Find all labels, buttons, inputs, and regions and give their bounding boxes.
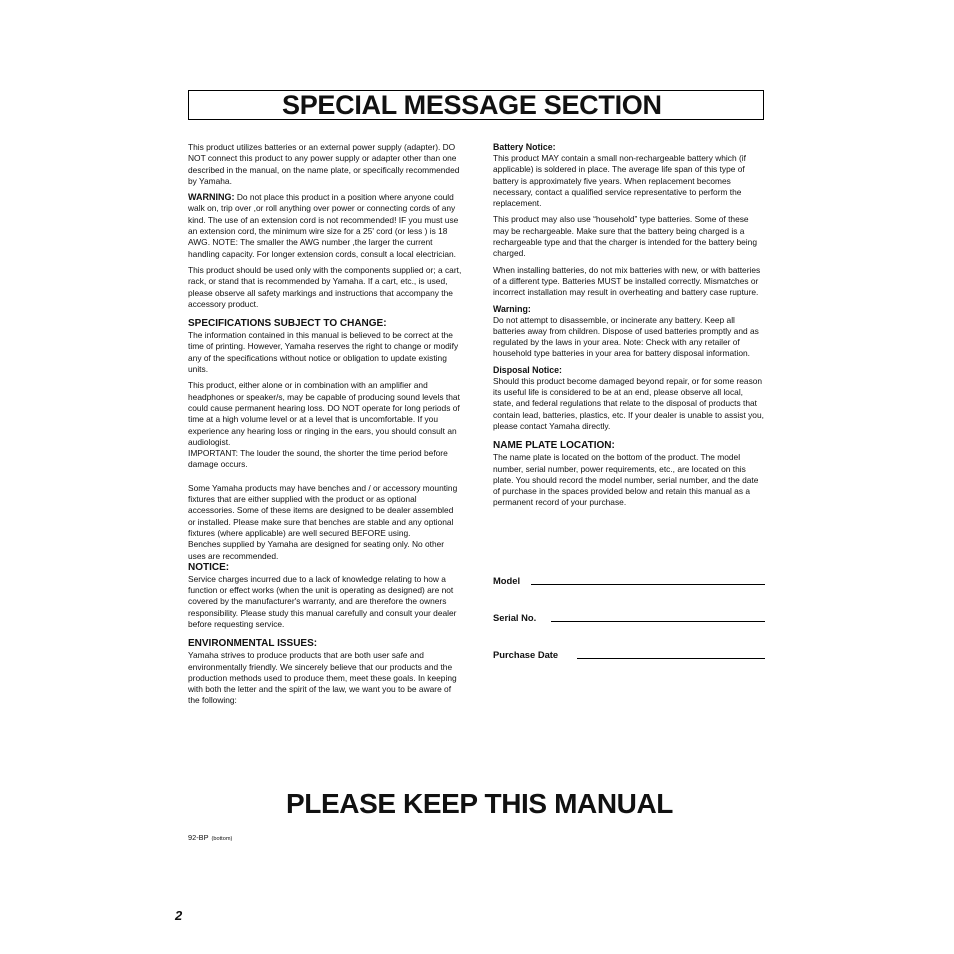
notice-heading: NOTICE: xyxy=(188,561,230,573)
specs-paragraph-3: IMPORTANT: The louder the sound, the shorter the time period before damage occurs. xyxy=(188,448,448,470)
specs-paragraph-1: The information contained in this manual is believed to be correct at the time of printing. However, Yamaha reserves the right to change or modify any of the specifications without notice or obligation to update existing units. xyxy=(188,330,459,375)
purchase-date-field[interactable] xyxy=(493,647,765,661)
page-number: 2 xyxy=(175,908,183,923)
serial-line[interactable] xyxy=(551,621,765,622)
benches-paragraph-1: Some Yamaha products may have benches and / or accessory mounting fixtures that are either supplied with the product or as optional accessories. Some of these items are designed to be dealer assembled or installed. Please make sure that benches are stable and any optional fixtures (where applicable) are well secured BEFORE using. xyxy=(188,482,458,538)
specs-paragraph-2: This product, either alone or in combination with an amplifier and headphones or speaker/s, may be capable of producing sound levels that could cause permanent hearing loss. DO NOT operate for long periods of time at a high volume level or at a level that is uncomfortable. If you experience any hearing loss or ringing in the ears, you should consult an audiologist. xyxy=(188,380,460,447)
battery-warning-paragraph: Do not attempt to disassemble, or incinerate any battery. Keep all batteries away from children. Dispose of used batteries promptly and as regulated by the laws in your area. Note: Check with any retailer of household type batteries in your area for battery disposal information. xyxy=(493,314,759,359)
left-column xyxy=(188,142,463,712)
code-note: (bottom) xyxy=(211,836,233,842)
spacer xyxy=(188,476,463,483)
serial-label: Serial No. xyxy=(493,612,537,623)
title-box xyxy=(188,90,764,120)
battery-paragraph-3: When installing batteries, do not mix batteries with new, or with batteries of a different type. Batteries MUST be installed correctly. Mismatches or incorrect installation may result in overheating and battery case rupture. xyxy=(493,264,761,298)
benches-paragraph-2: Benches supplied by Yamaha are designed for seating only. No other uses are recommended. xyxy=(188,539,445,561)
warning-paragraph xyxy=(188,192,463,260)
disposal-paragraph: Should this product become damaged beyond repair, or for some reason its useful life is considered to be at an end, please observe all local, state, and federal regulations that relate to the disposal of products that contain lead, batteries, plastics, etc. If your dealer is unable to assist you, please contact Yamaha directly. xyxy=(493,375,764,431)
document-code xyxy=(188,833,232,842)
env-heading: ENVIRONMENTAL ISSUES: xyxy=(188,638,318,650)
model-label: Model xyxy=(493,575,521,586)
purchase-date-label: Purchase Date xyxy=(493,649,559,660)
nameplate-paragraph: The name plate is located on the bottom of the product. The model number, serial number, power requirements, etc., are located on this plate. You should record the model number, serial number, and the date of purchase in the spaces provided below and retain this manual as a permanent record of your purchase. xyxy=(493,452,759,508)
warning-text: Do not place this product in a position where anyone could walk on, trip over ,or roll anything over power or connecting cords of any kind. The use of an extension cord is not recommended! IF you must use an extension cord, the minimum wire size for a 25' cord (or less ) is 18 AWG. NOTE: The smaller the AWG number ,the larger the current handling capacity. For longer extension cords, consult a local electrician. xyxy=(188,192,459,259)
code-text: 92-BP xyxy=(188,833,209,842)
battery-heading: Battery Notice: xyxy=(493,142,556,152)
serial-field[interactable] xyxy=(493,610,765,624)
purchase-date-line[interactable] xyxy=(577,658,765,659)
env-paragraph: Yamaha strives to produce products that are both user safe and environmentally friendly. We sincerely believe that our products and the production methods used to produce them, meet these goals. In keeping with both the letter and the spirit of the law, we want you to be aware of the following: xyxy=(188,650,457,706)
right-column xyxy=(493,142,765,514)
model-line[interactable] xyxy=(531,584,765,585)
keep-manual-heading: PLEASE KEEP THIS MANUAL xyxy=(286,788,673,819)
disposal-heading: Disposal Notice: xyxy=(493,364,562,375)
intro-paragraph: This product utilizes batteries or an external power supply (adapter). DO NOT connect this product to any power supply or adapter other than one described in the manual, on the name plate, or specifically recommended by Yamaha. xyxy=(188,142,460,186)
page-title: SPECIAL MESSAGE SECTION xyxy=(282,90,662,120)
components-paragraph: This product should be used only with the components supplied or; a cart, rack, or stand that is recommended by Yamaha. If a cart, etc., is used, please observe all safety markings and instructions that accompany the accessory product. xyxy=(188,264,462,309)
model-field[interactable] xyxy=(493,573,765,587)
warning-label: WARNING: xyxy=(188,192,235,203)
notice-paragraph: Service charges incurred due to a lack of knowledge relating to how a function or effect works (when the unit is operating as designed) are not covered by the manufacturer's warranty, and are therefore the owners responsibility. Please study this manual carefully and consult your dealer before requesting service. xyxy=(188,573,457,629)
nameplate-heading: NAME PLATE LOCATION: xyxy=(493,440,615,452)
specs-heading: SPECIFICATIONS SUBJECT TO CHANGE: xyxy=(188,318,387,330)
battery-paragraph-2: This product may also use “household” type batteries. Some of these may be rechargeable. Make sure that the battery being charged is a rechargeable type and that the charger is intended for the battery being charged. xyxy=(493,214,757,259)
battery-paragraph-1: This product MAY contain a small non-rechargeable battery which (if applicable) is soldered in place. The average life span of this type of battery is approximately five years. When replacement becomes necessary, contact a qualified service representative to perform the replacement. xyxy=(493,153,746,209)
battery-warning-heading: Warning: xyxy=(493,303,531,314)
